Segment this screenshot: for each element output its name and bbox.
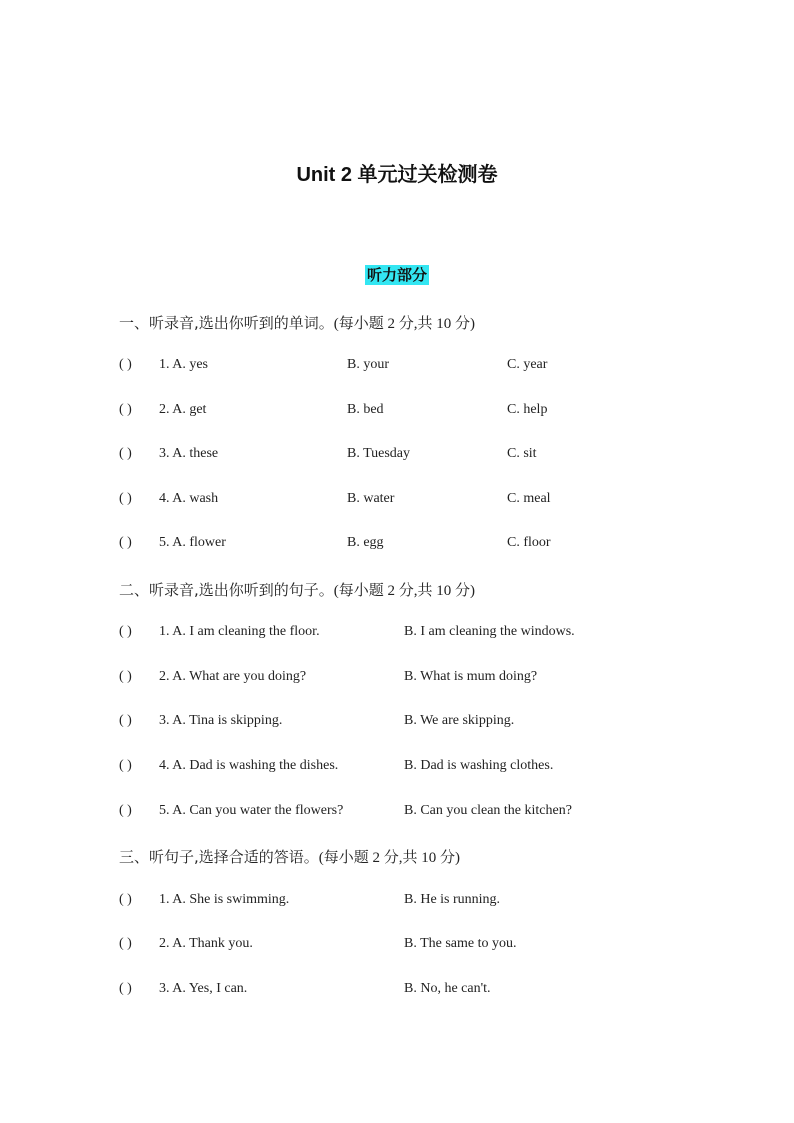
option-b: B. Can you clean the kitchen?	[404, 803, 572, 818]
question-row	[0, 357, 794, 377]
option-b: B. No, he can't.	[404, 981, 491, 996]
section-label-listening	[0, 264, 794, 285]
option-a: 3. A. Yes, I can.	[159, 981, 248, 996]
highlighted-subtitle: 听力部分	[366, 266, 427, 284]
answer-blank[interactable]: ( )	[119, 892, 132, 907]
option-b: B. bed	[347, 402, 384, 417]
question-row	[0, 624, 794, 644]
option-c: C. meal	[507, 491, 551, 506]
page-title: Unit 2 单元过关检测卷	[296, 164, 498, 186]
answer-blank[interactable]: ( )	[119, 713, 132, 728]
option-c: C. sit	[507, 446, 537, 461]
answer-blank[interactable]: ( )	[119, 758, 132, 773]
answer-blank[interactable]: ( )	[119, 803, 132, 818]
answer-blank[interactable]: ( )	[119, 624, 132, 639]
question-row	[0, 402, 794, 422]
option-c: C. floor	[507, 535, 551, 550]
section-heading-1	[119, 312, 475, 333]
heading-score: (每小题 2 分,共 10 分)	[318, 850, 461, 866]
option-a: 3. A. these	[159, 446, 219, 461]
heading-text: 二、听录音,选出你听到的句子。	[119, 581, 334, 599]
option-c: C. year	[507, 357, 548, 372]
option-b: B. your	[347, 357, 389, 372]
option-a: 1. A. yes	[159, 357, 208, 372]
option-a: 5. A. Can you water the flowers?	[159, 803, 344, 818]
heading-text: 一、听录音,选出你听到的单词。	[119, 314, 334, 332]
heading-score: (每小题 2 分,共 10 分)	[333, 316, 476, 332]
answer-blank[interactable]: ( )	[119, 446, 132, 461]
option-a: 1. A. She is swimming.	[159, 892, 290, 907]
question-row	[0, 936, 794, 956]
option-a: 2. A. Thank you.	[159, 936, 253, 951]
question-row	[0, 669, 794, 689]
option-a: 2. A. What are you doing?	[159, 669, 307, 684]
question-row	[0, 981, 794, 1001]
answer-blank[interactable]: ( )	[119, 402, 132, 417]
option-a: 3. A. Tina is skipping.	[159, 713, 283, 728]
question-row	[0, 535, 794, 555]
answer-blank[interactable]: ( )	[119, 669, 132, 684]
option-b: B. The same to you.	[404, 936, 517, 951]
option-b: B. We are skipping.	[404, 713, 515, 728]
option-b: B. He is running.	[404, 892, 501, 907]
answer-blank[interactable]: ( )	[119, 535, 132, 550]
question-row	[0, 491, 794, 511]
question-row	[0, 758, 794, 778]
option-a: 1. A. I am cleaning the floor.	[159, 624, 320, 639]
option-b: B. egg	[347, 535, 384, 550]
heading-score: (每小题 2 分,共 10 分)	[333, 583, 476, 599]
option-c: C. help	[507, 402, 548, 417]
answer-blank[interactable]: ( )	[119, 936, 132, 951]
option-b: B. water	[347, 491, 395, 506]
option-a: 5. A. flower	[159, 535, 226, 550]
option-a: 4. A. wash	[159, 491, 219, 506]
option-a: 2. A. get	[159, 402, 207, 417]
heading-text: 三、听句子,选择合适的答语。	[119, 848, 319, 866]
option-b: B. What is mum doing?	[404, 669, 538, 684]
answer-blank[interactable]: ( )	[119, 357, 132, 372]
question-row	[0, 446, 794, 466]
option-b: B. Tuesday	[347, 446, 411, 461]
section-heading-3	[119, 846, 460, 867]
option-a: 4. A. Dad is washing the dishes.	[159, 758, 339, 773]
question-row	[0, 892, 794, 912]
question-row	[0, 713, 794, 733]
question-row	[0, 803, 794, 823]
answer-blank[interactable]: ( )	[119, 491, 132, 506]
option-b: B. I am cleaning the windows.	[404, 624, 575, 639]
section-heading-2	[119, 579, 475, 600]
answer-blank[interactable]: ( )	[119, 981, 132, 996]
option-b: B. Dad is washing clothes.	[404, 758, 554, 773]
